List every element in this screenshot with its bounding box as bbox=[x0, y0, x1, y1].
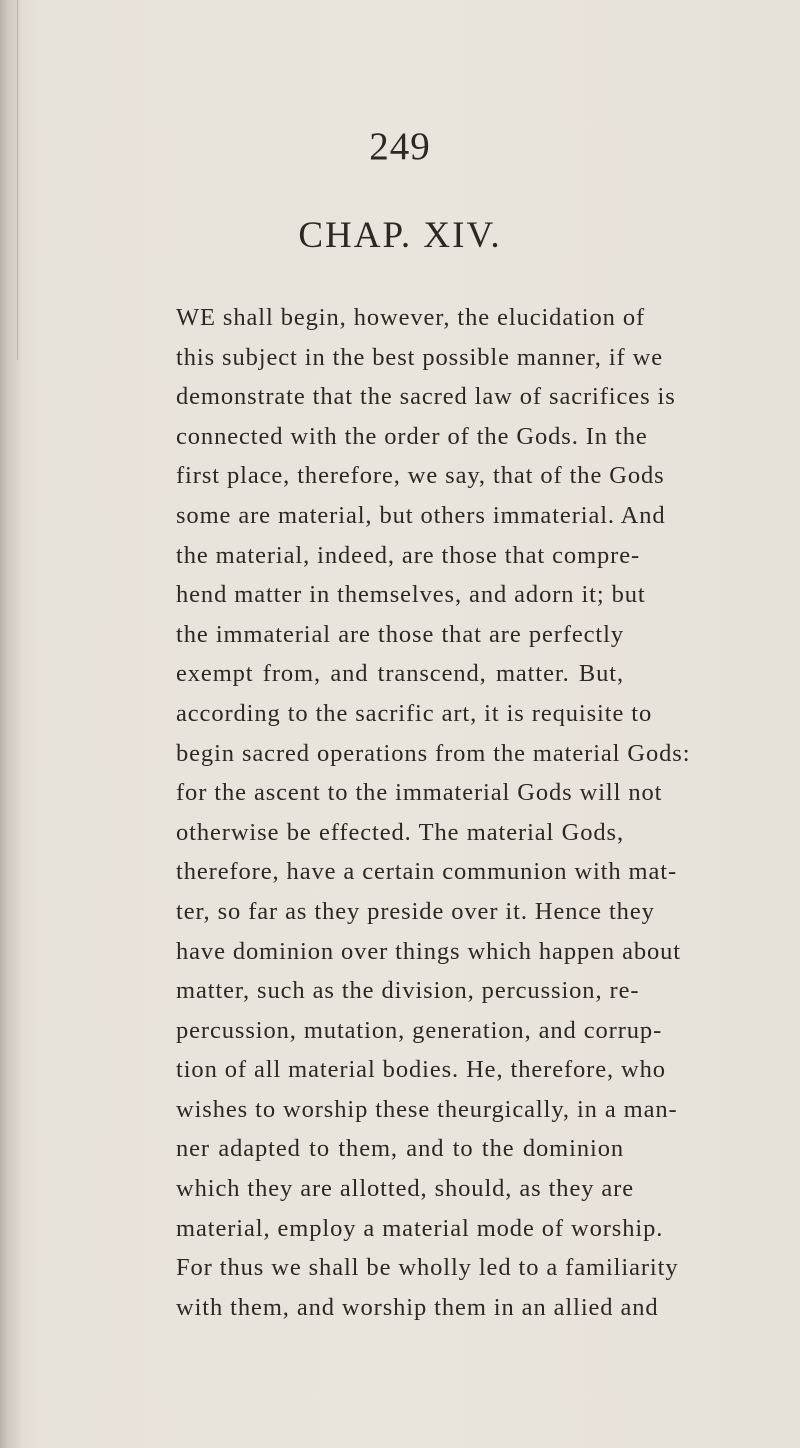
text-line: according to the sacrific art, it is requisite to bbox=[176, 699, 653, 727]
text-line: demonstrate that the sacred law of sacrifices is bbox=[176, 383, 676, 411]
text-line: have dominion over things which happen about bbox=[176, 937, 682, 965]
text-line: connected with the order of the Gods. In the bbox=[176, 422, 648, 450]
page-edge-line bbox=[17, 0, 18, 360]
text-line: For thus we shall be wholly led to a familiarity bbox=[176, 1254, 679, 1282]
text-line: therefore, have a certain communion with mat- bbox=[176, 858, 678, 886]
text-line: material, employ a material mode of worship. bbox=[176, 1214, 664, 1242]
text-line: WE shall begin, however, the elucidation of bbox=[176, 304, 646, 331]
text-line: which they are allotted, should, as they are bbox=[176, 1175, 635, 1203]
text-line: otherwise be effected. The material Gods, bbox=[176, 818, 624, 846]
text-line: the immaterial are those that are perfectly bbox=[176, 620, 624, 648]
text-line: hend matter in themselves, and adorn it; but bbox=[176, 581, 646, 609]
text-line: percussion, mutation, generation, and corrup- bbox=[176, 1016, 663, 1044]
text-line: ner adapted to them, and to the dominion bbox=[176, 1135, 624, 1163]
text-line: for the ascent to the immaterial Gods will not bbox=[176, 779, 663, 807]
page-number: 249 bbox=[369, 125, 431, 168]
text-line: first place, therefore, we say, that of the Gods bbox=[176, 462, 665, 490]
text-line: ter, so far as they preside over it. Hence they bbox=[176, 897, 655, 925]
chapter-heading: CHAP. XIV. bbox=[298, 215, 502, 256]
text-line: begin sacred operations from the material Gods: bbox=[176, 739, 691, 767]
text-line: the material, indeed, are those that compre- bbox=[176, 541, 641, 569]
text-line: some are material, but others immaterial. And bbox=[176, 501, 666, 529]
text-line: tion of all material bodies. He, therefore, who bbox=[176, 1056, 666, 1084]
body-text bbox=[176, 298, 691, 1327]
text-line: exempt from, and transcend, matter. But, bbox=[176, 660, 624, 688]
text-line: wishes to worship these theurgically, in a man- bbox=[176, 1095, 678, 1123]
text-line: with them, and worship them in an allied and bbox=[176, 1293, 659, 1321]
text-line: this subject in the best possible manner, if we bbox=[176, 343, 663, 371]
text-line: matter, such as the division, percussion, re- bbox=[176, 977, 640, 1005]
